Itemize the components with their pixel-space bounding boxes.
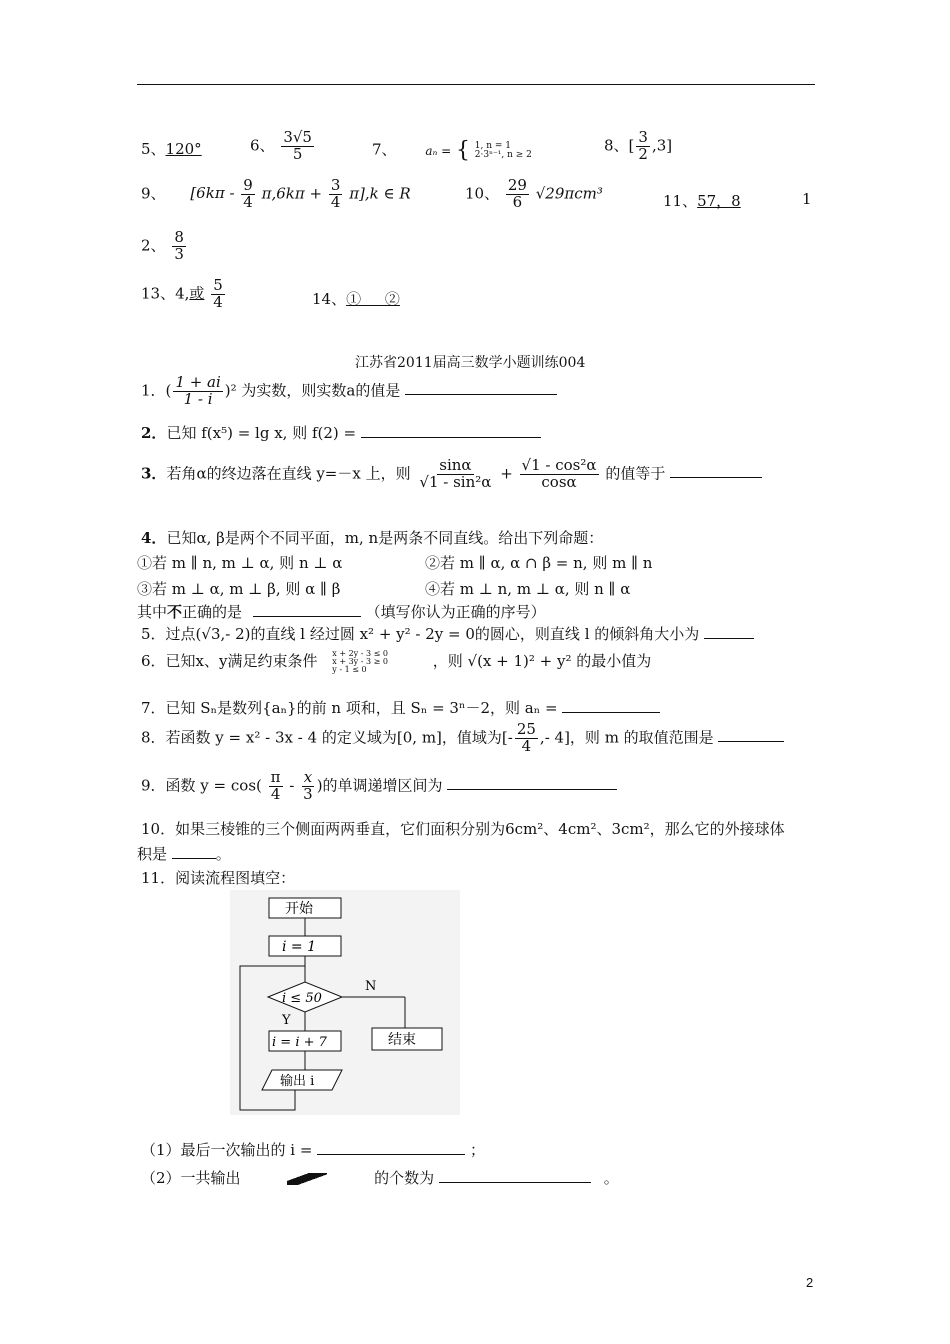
- question-6: 6．已知x、y满足约束条件 x + 2y - 3 ≤ 0 x + 3y - 3 ≥ 0 y - 1 ≤ 0 ，则 √(x + 1)² + y² 的最小值为: [141, 649, 652, 674]
- answer-blank-9[interactable]: [447, 775, 617, 790]
- answer-9: 9、 [6kπ - $\frac{9}{4}$ π,6kπ + $\frac{3}{4}$ π],k ∈ R: [141, 176, 411, 211]
- answer-13: 13、4,或 $\frac{5}{4}$: [141, 276, 223, 311]
- flow-no-label: N: [365, 979, 377, 994]
- question-11: 11．阅读流程图填空：: [141, 869, 296, 887]
- answer-blank-7[interactable]: [562, 698, 660, 713]
- answer-blank-10[interactable]: [172, 844, 216, 859]
- question-8: 8．若函数 y = x² - 3x - 4 的定义域为[0, m]，值域为[- $\frac{25}{4}$ ,- 4]，则 m 的取值范围是: [141, 722, 784, 755]
- header-rule: [137, 84, 815, 85]
- question-10-line2: 积是 。: [137, 845, 231, 863]
- answer-8: 8、[ $\frac{3}{2}$ ,3]: [604, 128, 673, 163]
- answer-14: 14、① ②: [312, 290, 400, 308]
- question-11-sub2: （2）一共输出 的个数为 。: [141, 1169, 619, 1187]
- answer-11: 11、57，8: [663, 192, 741, 210]
- proposition-1: ①若 m ∥ n, m ⊥ α, 则 n ⊥ α: [137, 554, 343, 572]
- page-number: 2: [806, 1275, 814, 1290]
- flowchart: [230, 890, 460, 1115]
- question-10: 10．如果三棱锥的三个侧面两两垂直，它们面积分别为6cm²、4cm²、3cm²，那么它的外接球体: [141, 820, 785, 838]
- question-9: 9．函数 y = cos( $\frac{\pi}{4}$ - $\frac{x}{3}$ )的单调递增区间为: [141, 770, 617, 803]
- flow-output-label: 输出 i: [280, 1074, 315, 1089]
- answer-6: 6、 $\frac{3√5}{5}$: [250, 128, 312, 163]
- question-4: 4．已知α, β是两个不同平面，m, n是两条不同直线。给出下列命题：: [141, 529, 604, 547]
- answer-7: 7、 aₙ = { 1, n = 1 2·3ⁿ⁻¹, n ≥ 2: [372, 138, 532, 163]
- question-1: 1．( $\frac{1 + ai}{1 - i}$ )² 为实数，则实数a的值是: [141, 375, 557, 408]
- flow-yes-label: Y: [282, 1013, 291, 1028]
- flow-start-label: 开始: [285, 901, 313, 917]
- question-5: 5．过点(√3,- 2)的直线 l 经过圆 x² + y² - 2y = 0的圆心，则直线 l 的倾斜角大小为: [141, 623, 754, 644]
- answer-blank-4[interactable]: [253, 602, 361, 617]
- question-7: 7．已知 Sₙ是数列{aₙ}的前 n 项和，且 Sₙ = 3ⁿ－2，则 aₙ =: [141, 697, 660, 718]
- question-2: 2．已知 f(x⁵) = lg x, 则 f(2) =: [141, 422, 541, 443]
- answer-blank-5[interactable]: [704, 624, 754, 639]
- answer-blank-2[interactable]: [361, 423, 541, 438]
- page-title: 江苏省2011届高三数学小题训练004: [355, 355, 586, 371]
- answer-blank-11-2[interactable]: [439, 1168, 591, 1183]
- answer-12-prefix: 1: [802, 190, 812, 208]
- flow-end-label: 结束: [388, 1032, 416, 1048]
- answer-blank-8[interactable]: [718, 727, 784, 742]
- flow-cond-label: i ≤ 50: [282, 991, 322, 1006]
- proposition-4: ④若 m ⊥ n, m ⊥ α, 则 n ∥ α: [425, 580, 631, 598]
- answer-12: 2、 $\frac{8}{3}$: [141, 228, 184, 263]
- answer-blank-11-1[interactable]: [317, 1140, 465, 1155]
- answer-blank-3[interactable]: [670, 463, 762, 478]
- smudge-glyph: [287, 1173, 327, 1185]
- answer-blank-1[interactable]: [405, 380, 557, 395]
- question-11-sub1: （1）最后一次输出的 i = ；: [141, 1141, 486, 1159]
- flow-step-label: i = i + 7: [272, 1035, 327, 1050]
- answer-5: 5、120°: [141, 140, 202, 158]
- question-3: 3．若角α的终边落在直线 y=－x 上，则 $\frac{\sin\alpha}{\text{√1 - sin²α}}$ + $\frac{\text{√1 - cos²α}}{\cos\alpha}$ 的值等于: [141, 458, 762, 491]
- flow-init-label: i = 1: [282, 939, 317, 955]
- answer-10: 10、 $\frac{29}{6}$ √29πcm³: [465, 176, 603, 211]
- proposition-3: ③若 m ⊥ α, m ⊥ β, 则 α ∥ β: [137, 580, 341, 598]
- proposition-2: ②若 m ∥ α, α ∩ β = n, 则 m ∥ n: [425, 554, 653, 572]
- question-4-tail: 其中不正确的是 （填写你认为正确的序号）: [137, 603, 546, 621]
